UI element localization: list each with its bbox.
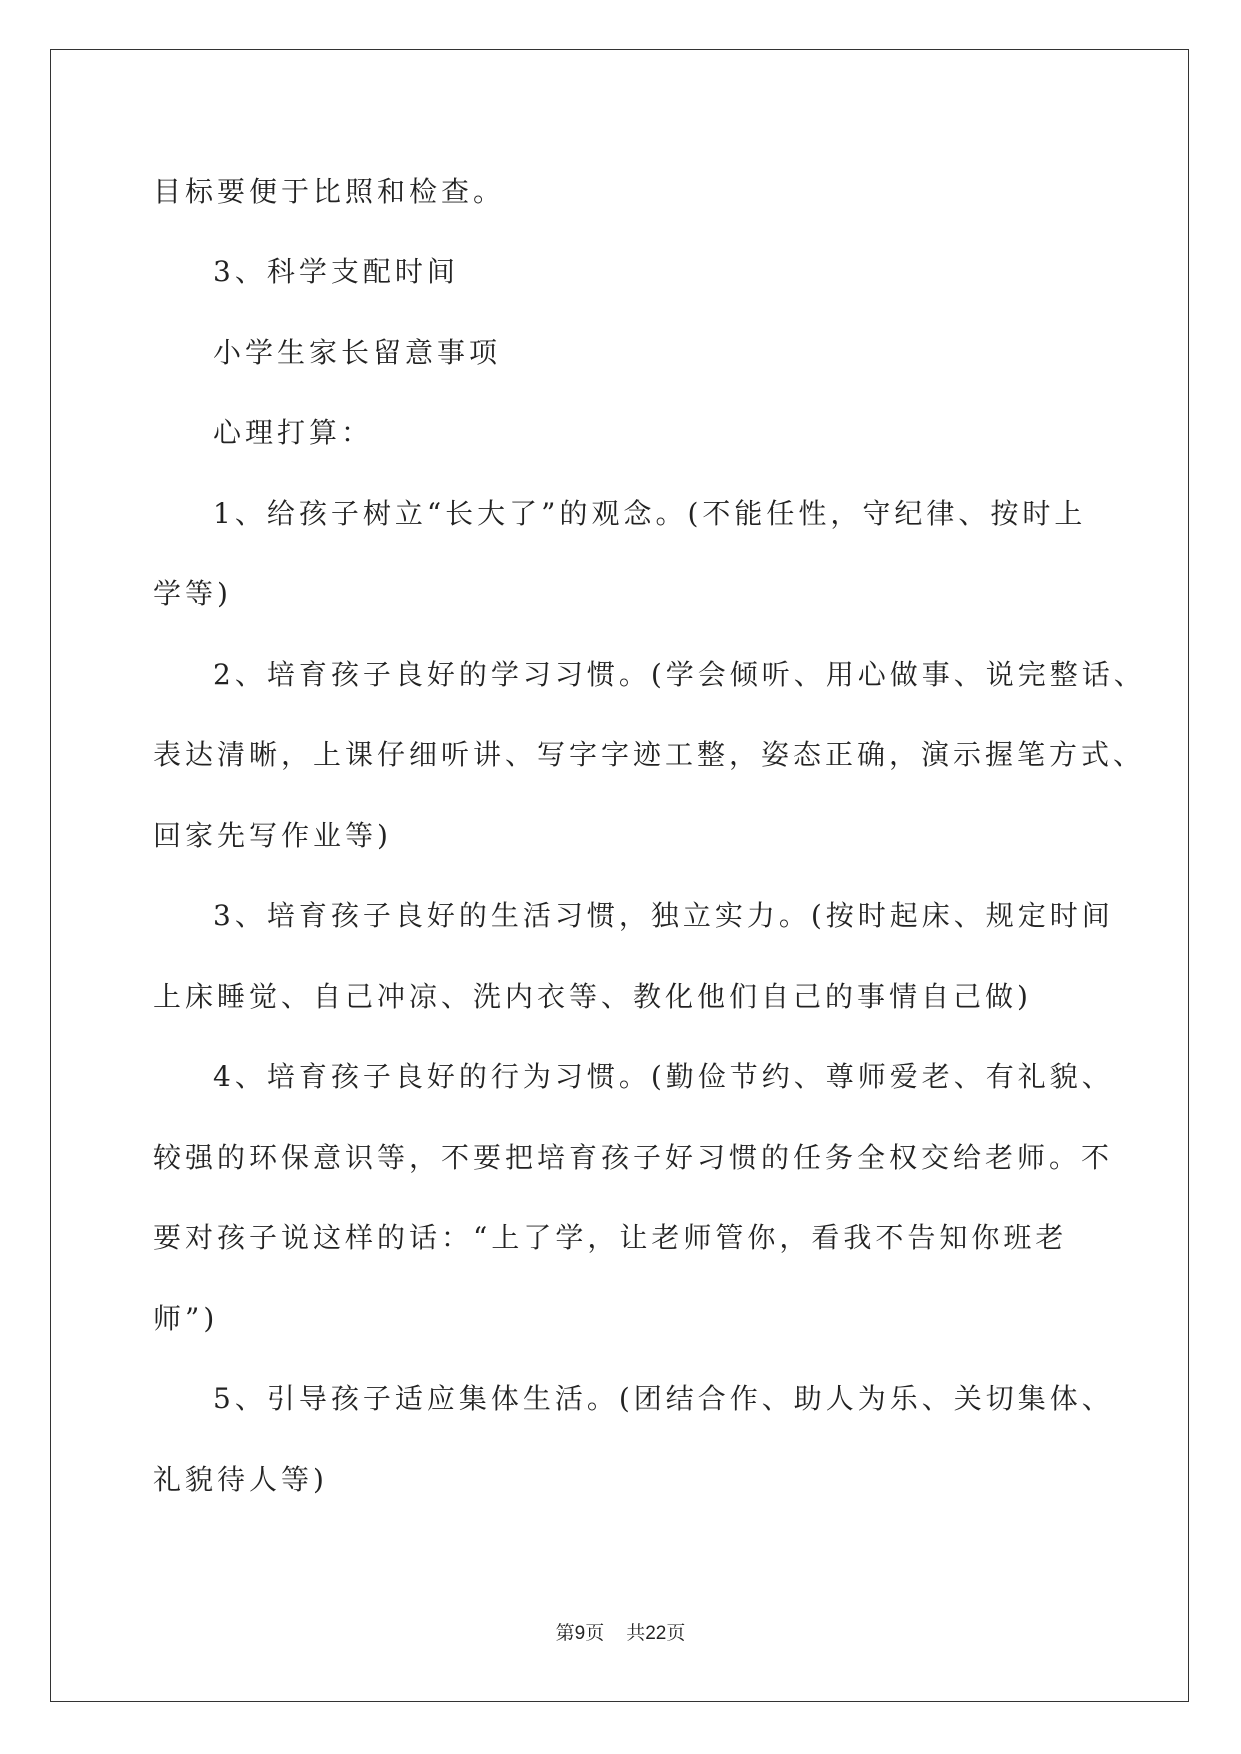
list-item-continuation: 上床睡觉、自己冲凉、洗内衣等、教化他们自己的事情自己做) xyxy=(153,980,1032,1013)
page-border xyxy=(50,49,1189,1702)
list-item-continuation: 学等) xyxy=(153,577,232,610)
list-item-continuation: 师”) xyxy=(153,1302,219,1335)
list-item-continuation: 较强的环保意识等，不要把培育孩子好习惯的任务全权交给老师。不 xyxy=(153,1141,1114,1174)
page-prefix: 第 xyxy=(555,1622,575,1644)
page-suffix: 页 xyxy=(585,1622,605,1644)
list-item-continuation: 表达清晰，上课仔细听讲、写字字迹工整，姿态正确，演示握笔方式、 xyxy=(153,738,1146,771)
list-item: 5、引导孩子适应集体生活。(团结合作、助人为乐、关切集体、 xyxy=(213,1382,1114,1415)
list-item: 3、培育孩子良好的生活习惯，独立实力。(按时起床、规定时间 xyxy=(213,899,1114,932)
body-line: 目标要便于比照和检查。 xyxy=(153,175,506,208)
section-heading: 小学生家长留意事项 xyxy=(213,336,502,369)
total-prefix: 共 xyxy=(626,1622,646,1644)
list-item-continuation: 回家先写作业等) xyxy=(153,819,392,852)
list-item-continuation: 要对孩子说这样的话：“上了学，让老师管你，看我不告知你班老 xyxy=(153,1221,1068,1254)
list-item-continuation: 礼貌待人等) xyxy=(153,1463,328,1496)
list-item: 1、给孩子树立“长大了”的观念。(不能任性，守纪律、按时上 xyxy=(213,497,1087,530)
page-footer xyxy=(0,1621,1241,1646)
total-pages: 22 xyxy=(645,1623,667,1644)
page-number: 9 xyxy=(574,1623,586,1644)
list-item: 4、培育孩子良好的行为习惯。(勤俭节约、尊师爱老、有礼貌、 xyxy=(213,1060,1114,1093)
section-heading: 心理打算： xyxy=(213,416,374,449)
list-item: 2、培育孩子良好的学习习惯。(学会倾听、用心做事、说完整话、 xyxy=(213,658,1146,691)
section-heading: 3、科学支配时间 xyxy=(213,255,459,288)
total-suffix: 页 xyxy=(666,1622,686,1644)
